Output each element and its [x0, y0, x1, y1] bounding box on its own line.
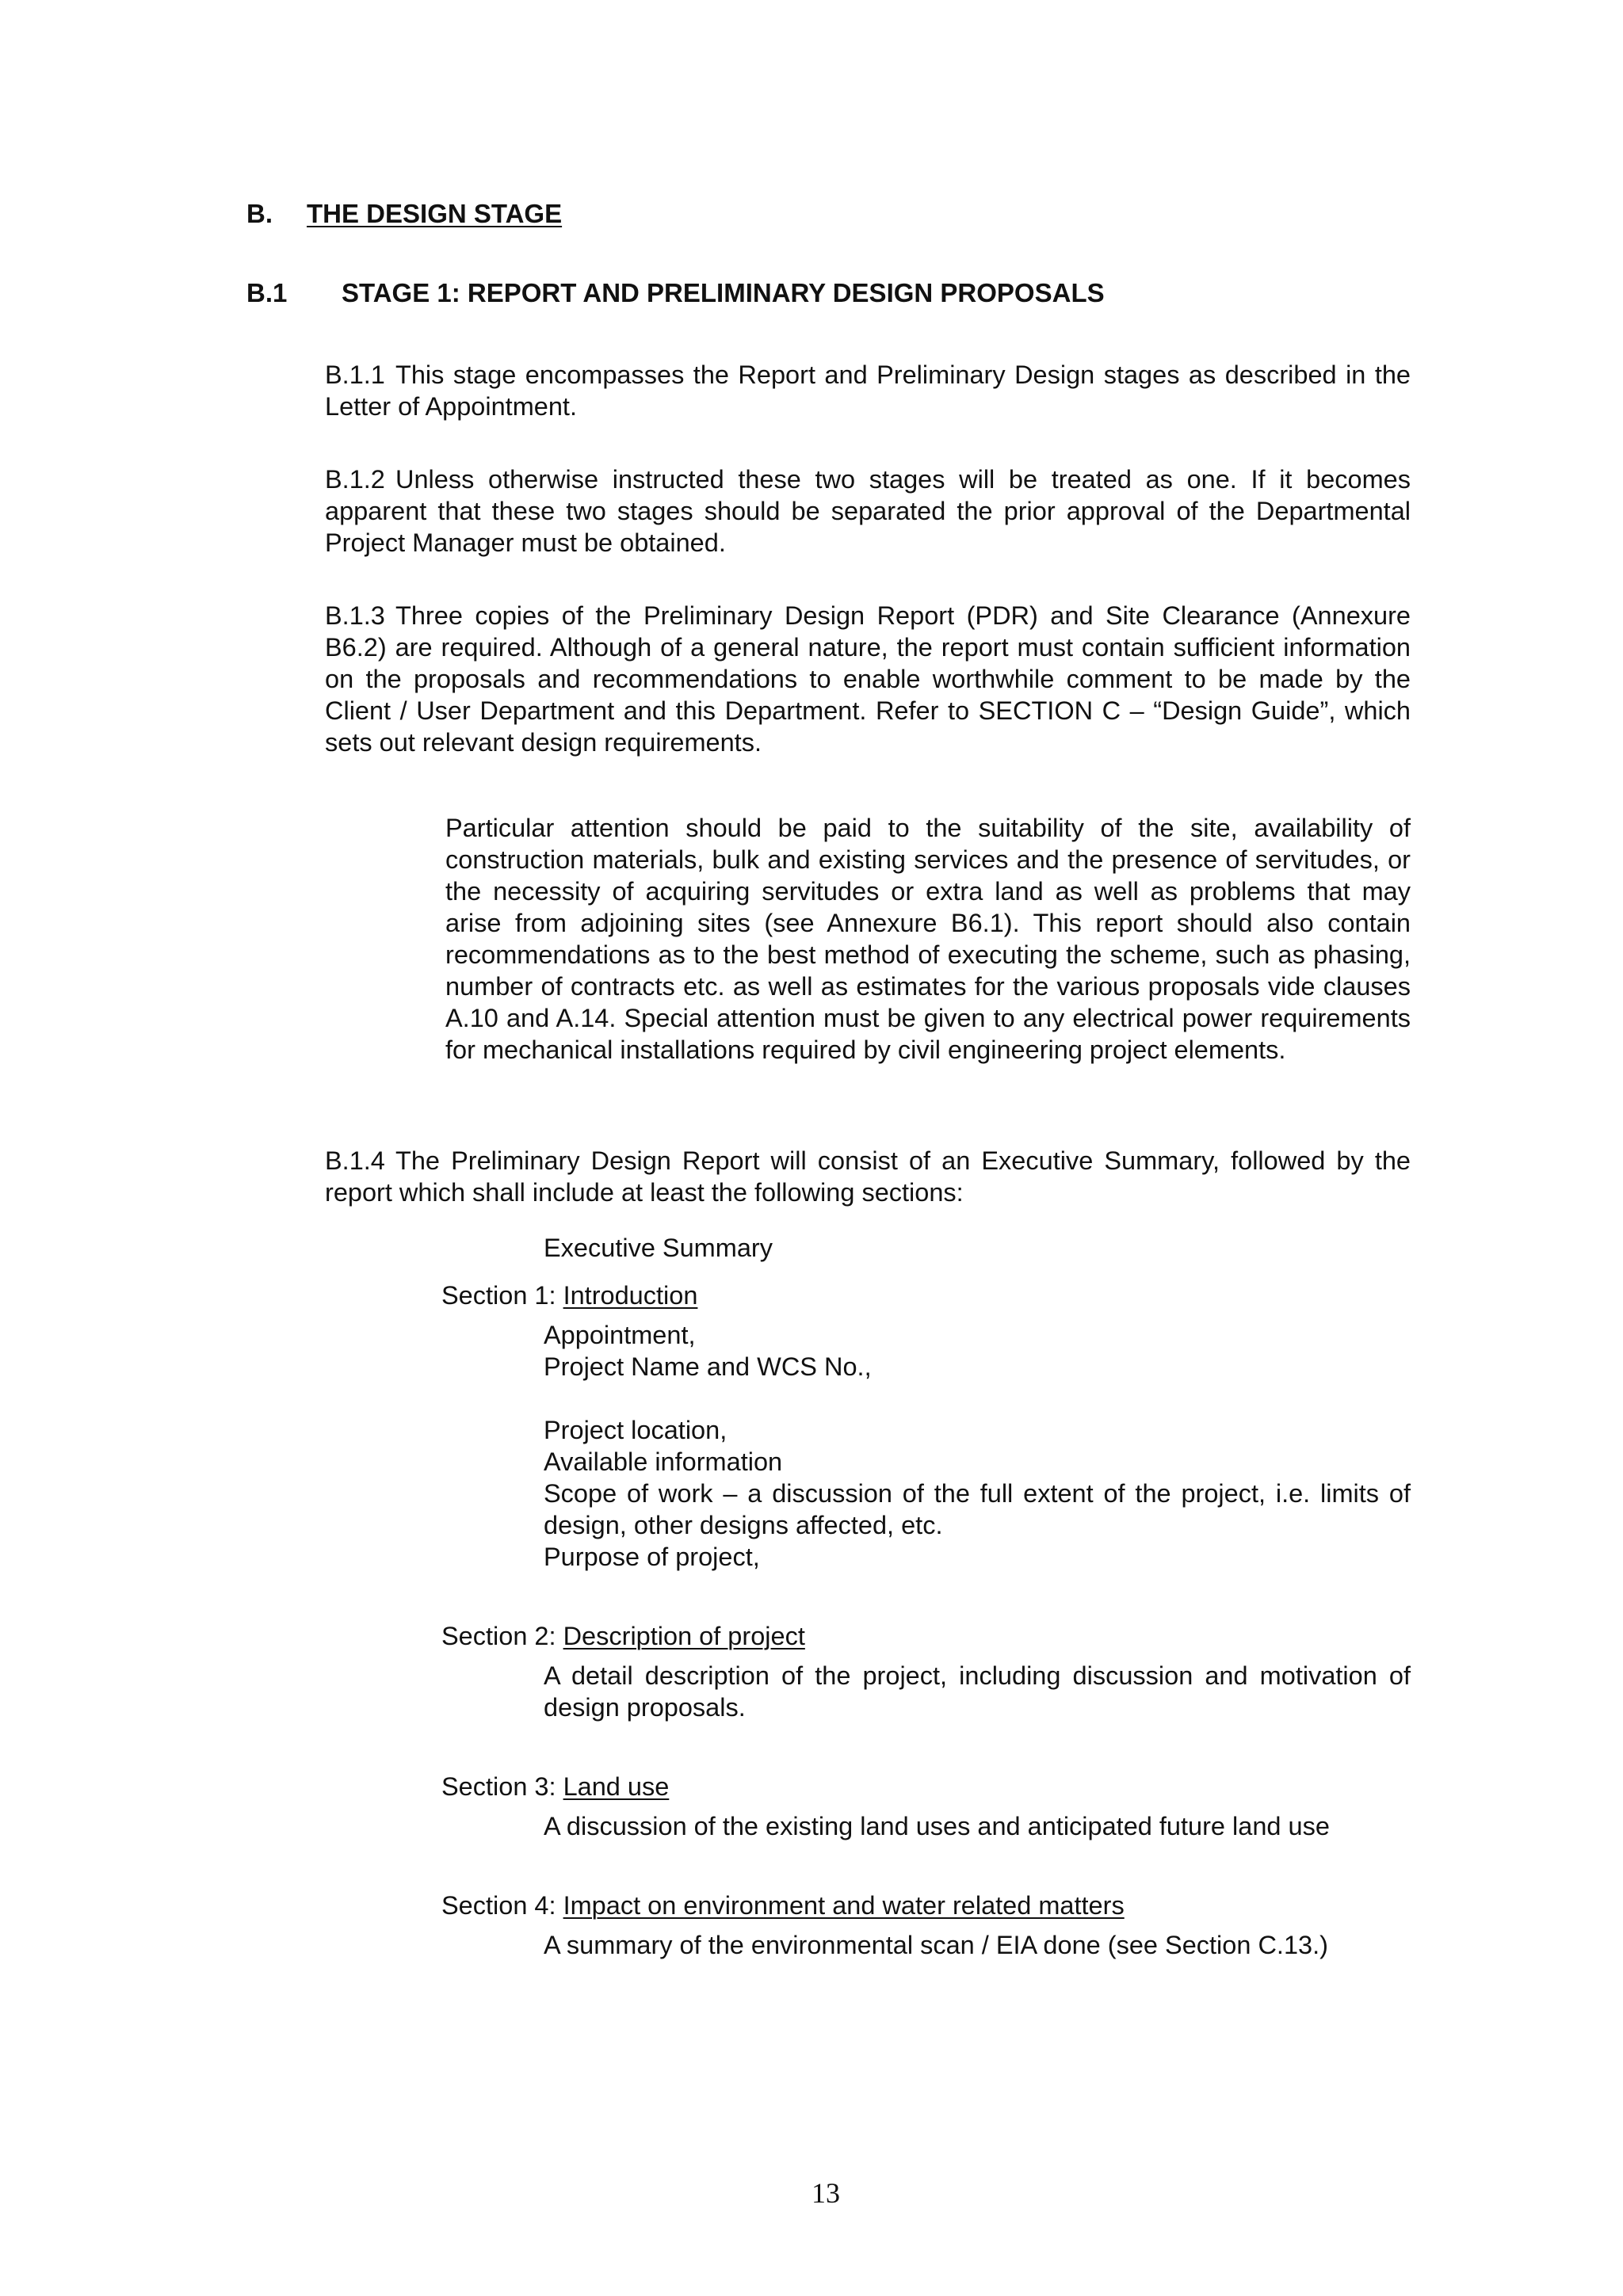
section-letter: B.	[246, 199, 273, 228]
subsection-title: STAGE 1: REPORT AND PRELIMINARY DESIGN PROPOSALS	[342, 278, 1105, 307]
section-heading: Land use	[563, 1772, 670, 1801]
clause-number: B.1.4	[325, 1146, 385, 1175]
clause-text: This stage encompasses the Report and Preliminary Design stages as described in the Letter of Appointment.	[325, 360, 1411, 421]
section-label: Section 2:	[441, 1622, 556, 1650]
section-description: A summary of the environmental scan / EIA done (see Section C.13.)	[544, 1931, 1328, 1959]
clause-text: The Preliminary Design Report will consist of an Executive Summary, followed by the report which shall include at least the following sections:	[325, 1146, 1411, 1207]
clause-b114	[325, 1145, 1411, 1208]
clause-b111	[325, 359, 1411, 422]
subsection-number: B.1	[246, 278, 288, 307]
section-heading: Impact on environment and water related matters	[563, 1891, 1125, 1920]
clause-b112	[325, 463, 1411, 559]
outline-section-4	[441, 1890, 1125, 1921]
list-item: Purpose of project,	[544, 1543, 760, 1571]
outline-section-2	[441, 1620, 805, 1652]
section-heading: Introduction	[563, 1281, 698, 1310]
section-heading: Description of project	[563, 1622, 805, 1650]
list-item: Appointment,	[544, 1321, 696, 1349]
section-label: Section 3:	[441, 1772, 556, 1801]
clause-b113	[325, 600, 1411, 758]
list-item: Project Name and WCS No.,	[544, 1352, 872, 1381]
executive-summary: Executive Summary	[544, 1234, 773, 1262]
list-item: Project location,	[544, 1416, 727, 1444]
list-item: Available information	[544, 1447, 783, 1476]
clause-text: Three copies of the Preliminary Design Report (PDR) and Site Clearance (Annexure B6.2) are required. Although of a general nature, the report must contain sufficient information on the proposals and recommendations to enable worthwhile comment to be made by the Client / User Department and this Department. Refer to SECTION C – “Design Guide”, which sets out relevant design requirements.	[325, 601, 1411, 757]
list-item: Scope of work – a discussion of the full extent of the project, i.e. limits of design, other designs affected, etc.	[544, 1479, 1411, 1539]
section-label: Section 1:	[441, 1281, 556, 1310]
clause-text: Unless otherwise instructed these two stages will be treated as one. If it becomes apparent that these two stages should be separated the prior approval of the Departmental Project Manager must be obtained.	[325, 465, 1411, 557]
outline-section-3	[441, 1771, 669, 1802]
clause-number: B.1.1	[325, 360, 385, 389]
section-title: THE DESIGN STAGE	[307, 199, 563, 228]
page-number: 13	[812, 2177, 840, 2209]
clause-b113-para2: Particular attention should be paid to the suitability of the site, availability of construction materials, bulk and existing services and the presence of servitudes, or the necessity of acquiring servitudes or extra land as well as problems that may arise from adjoining sites (see Annexure B6.1). This report should also contain recommendations as to the best method of executing the scheme, such as phasing, number of contracts etc. as well as estimates for the various proposals vide clauses A.10 and A.14. Special attention must be given to any electrical power requirements for mechanical installations required by civil engineering project elements.	[445, 814, 1411, 1064]
clause-number: B.1.2	[325, 465, 385, 494]
clause-number: B.1.3	[325, 601, 385, 630]
section-description: A discussion of the existing land uses and anticipated future land use	[544, 1812, 1330, 1840]
section-label: Section 4:	[441, 1891, 556, 1920]
section-description: A detail description of the project, including discussion and motivation of design proposals.	[544, 1661, 1411, 1722]
outline-section-1	[441, 1280, 697, 1311]
